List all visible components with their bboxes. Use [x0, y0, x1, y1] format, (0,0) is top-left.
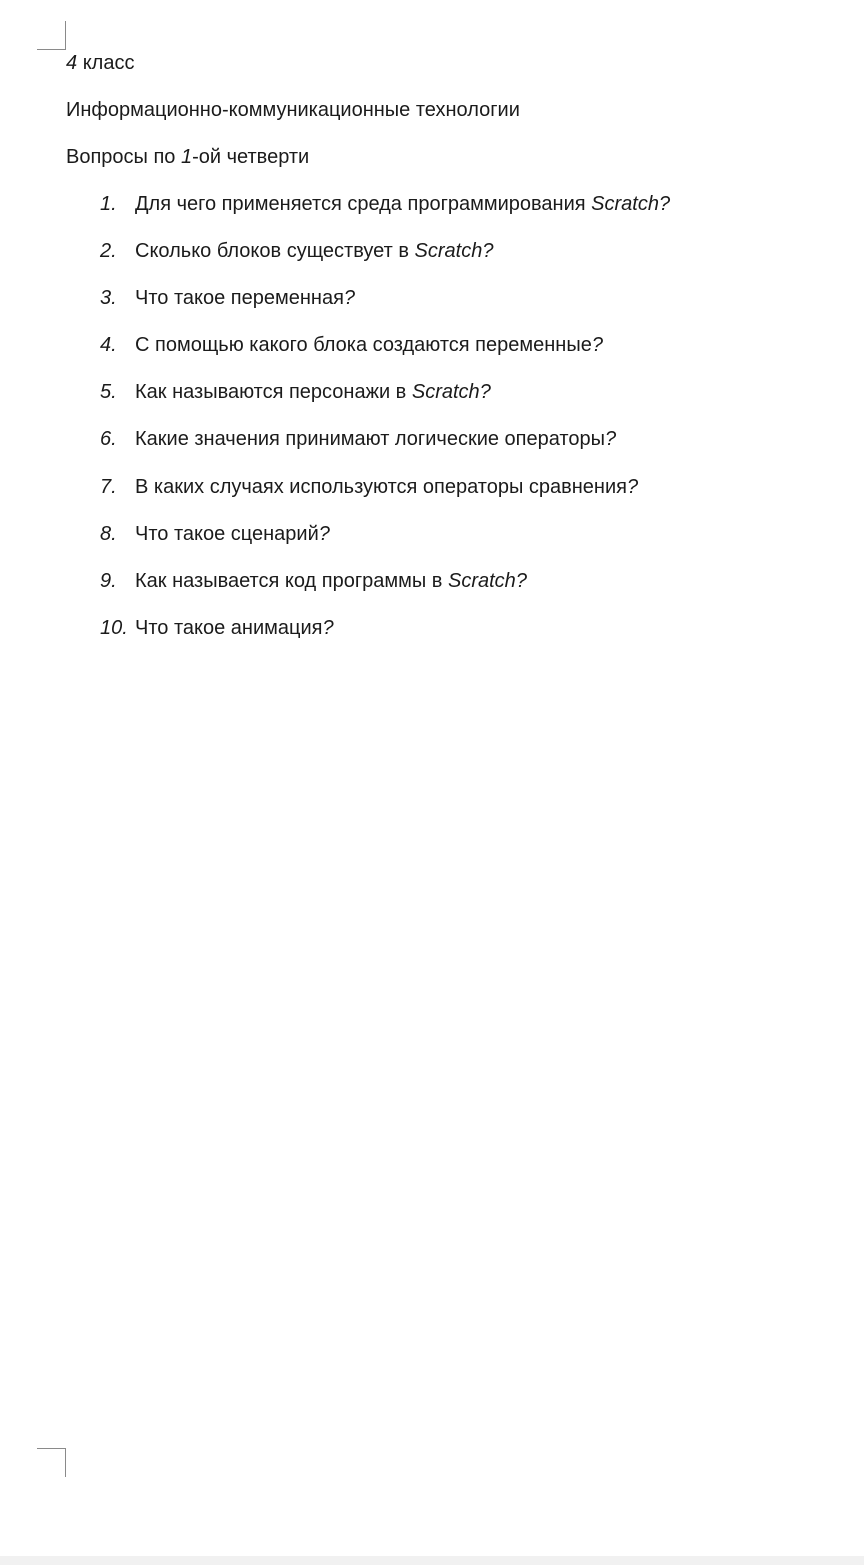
question-text-line [135, 332, 603, 358]
question-number: 6. [100, 428, 117, 451]
question-mark: ? [658, 193, 671, 215]
question-text: Как называются персонажи в [135, 381, 407, 404]
question-number: 4. [100, 334, 117, 357]
question-text: Что такое анимация [135, 616, 323, 639]
question-number: 1. [100, 193, 117, 215]
question-term: Scratch [414, 240, 483, 263]
question-mark: ? [482, 240, 494, 263]
question-text-line [135, 285, 355, 311]
page-bottom-edge [0, 1556, 864, 1565]
question-text-line [135, 191, 670, 217]
quarter-prefix: Вопросы по [66, 146, 176, 168]
question-mark: ? [591, 334, 603, 357]
question-number: 8. [100, 522, 117, 545]
quarter-suffix: -ой четверти [192, 146, 310, 168]
question-mark: ? [479, 381, 491, 404]
subject-title: Информационно-коммуникационные технологии [66, 99, 520, 121]
question-text-line [135, 426, 616, 452]
question-text: Что такое переменная [135, 287, 344, 310]
quarter-number: 1 [181, 146, 193, 168]
question-number: 10. [100, 616, 128, 639]
question-text: Сколько блоков существует в [135, 240, 409, 263]
question-term: Scratch [448, 569, 516, 592]
question-number: 3. [100, 287, 117, 310]
bottom-left-crop-mark [37, 1448, 66, 1477]
grade-word: класс [82, 52, 135, 74]
top-left-crop-mark [37, 21, 66, 50]
question-text-line [135, 521, 330, 547]
grade-number: 4 [66, 52, 78, 74]
question-text-line [135, 379, 491, 405]
question-mark: ? [604, 428, 617, 451]
question-text: С помощью какого блока создаются переменные [135, 334, 592, 357]
question-text-line [135, 238, 493, 264]
question-number: 9. [100, 569, 117, 592]
question-mark: ? [626, 475, 639, 498]
question-text: Какие значения принимают логические операторы [135, 428, 605, 451]
question-text-line [135, 474, 638, 500]
question-term: Scratch [591, 193, 659, 215]
question-text: Для чего применяется среда программирования [135, 193, 586, 215]
question-text-line [135, 615, 334, 641]
question-mark: ? [515, 569, 527, 592]
question-number: 5. [100, 381, 117, 404]
question-term: Scratch [411, 381, 480, 404]
question-mark: ? [343, 287, 356, 310]
question-text-line [135, 568, 527, 594]
grade-line [66, 50, 134, 76]
quarter-heading [66, 144, 309, 170]
question-text: Что такое сценарий [135, 522, 319, 545]
question-number: 7. [100, 475, 117, 498]
question-mark: ? [322, 616, 334, 639]
question-number: 2. [100, 240, 117, 263]
question-text: Как называется код программы в [135, 569, 443, 592]
question-mark: ? [318, 522, 330, 545]
question-text: В каких случаях используются операторы сравнения [135, 475, 627, 498]
